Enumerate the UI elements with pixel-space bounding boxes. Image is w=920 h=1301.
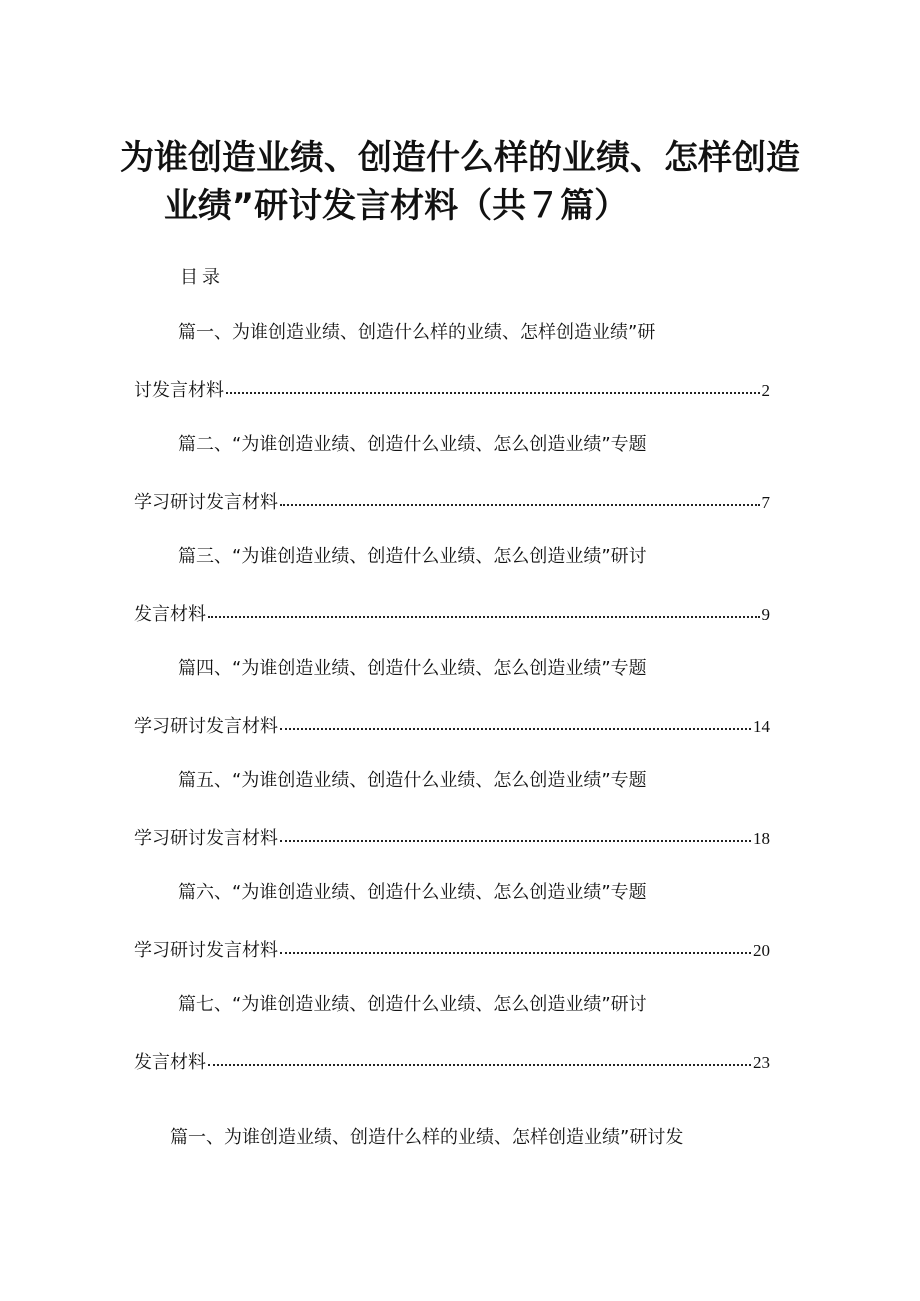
toc-entry-title: 篇四、“为谁创造业绩、创造什么业绩、怎么创造业绩”专题 [178, 658, 647, 679]
dot-leader [280, 710, 751, 730]
dot-leader [280, 486, 760, 506]
toc-page-number: 23 [753, 1053, 770, 1072]
toc-entry-title: 篇二、“为谁创造业绩、创造什么业绩、怎么创造业绩”专题 [178, 434, 647, 455]
dot-leader [208, 1046, 751, 1066]
dot-leader [226, 374, 760, 394]
toc-entry-continuation [134, 376, 770, 404]
toc-page-number: 20 [753, 941, 770, 960]
toc-page-number: 18 [753, 829, 770, 848]
toc-entry-continuation [134, 712, 770, 740]
dot-leader [208, 598, 760, 618]
toc-entry-label: 学习研讨发言材料 [134, 492, 278, 513]
toc-entry-continuation [134, 600, 770, 628]
toc-entry-title: 篇三、“为谁创造业绩、创造什么业绩、怎么创造业绩”研讨 [178, 546, 647, 567]
toc-entry-label: 讨发言材料 [134, 380, 224, 401]
toc-page-number: 14 [753, 717, 770, 736]
toc-page-number: 7 [761, 493, 770, 512]
toc-entry-title: 篇五、“为谁创造业绩、创造什么业绩、怎么创造业绩”专题 [178, 770, 647, 791]
toc-entry-label: 学习研讨发言材料 [134, 940, 278, 961]
document-title-line-2: 业绩”研讨发言材料（共７篇） [163, 186, 629, 226]
toc-entry-continuation [134, 824, 770, 852]
dot-leader [280, 822, 751, 842]
dot-leader [280, 934, 751, 954]
toc-entry-continuation [134, 1048, 770, 1076]
toc-page-number: 2 [761, 381, 770, 400]
toc-entry-title: 篇六、“为谁创造业绩、创造什么业绩、怎么创造业绩”专题 [178, 882, 647, 903]
section-heading: 篇一、为谁创造业绩、创造什么样的业绩、怎样创造业绩”研讨发 [170, 1127, 684, 1148]
toc-entry-label: 学习研讨发言材料 [134, 716, 278, 737]
toc-entry-title: 篇七、“为谁创造业绩、创造什么业绩、怎么创造业绩”研讨 [178, 994, 647, 1015]
document-title-line-1: 为谁创造业绩、创造什么样的业绩、怎样创造 [120, 138, 800, 178]
toc-page-number: 9 [761, 605, 770, 624]
toc-entry-title: 篇一、为谁创造业绩、创造什么样的业绩、怎样创造业绩”研 [178, 322, 656, 343]
toc-entry-label: 学习研讨发言材料 [134, 828, 278, 849]
toc-entry-continuation [134, 488, 770, 516]
toc-entry-label: 发言材料 [134, 604, 206, 625]
toc-entry-continuation [134, 936, 770, 964]
toc-entry-label: 发言材料 [134, 1052, 206, 1073]
toc-heading: 目录 [180, 267, 224, 288]
